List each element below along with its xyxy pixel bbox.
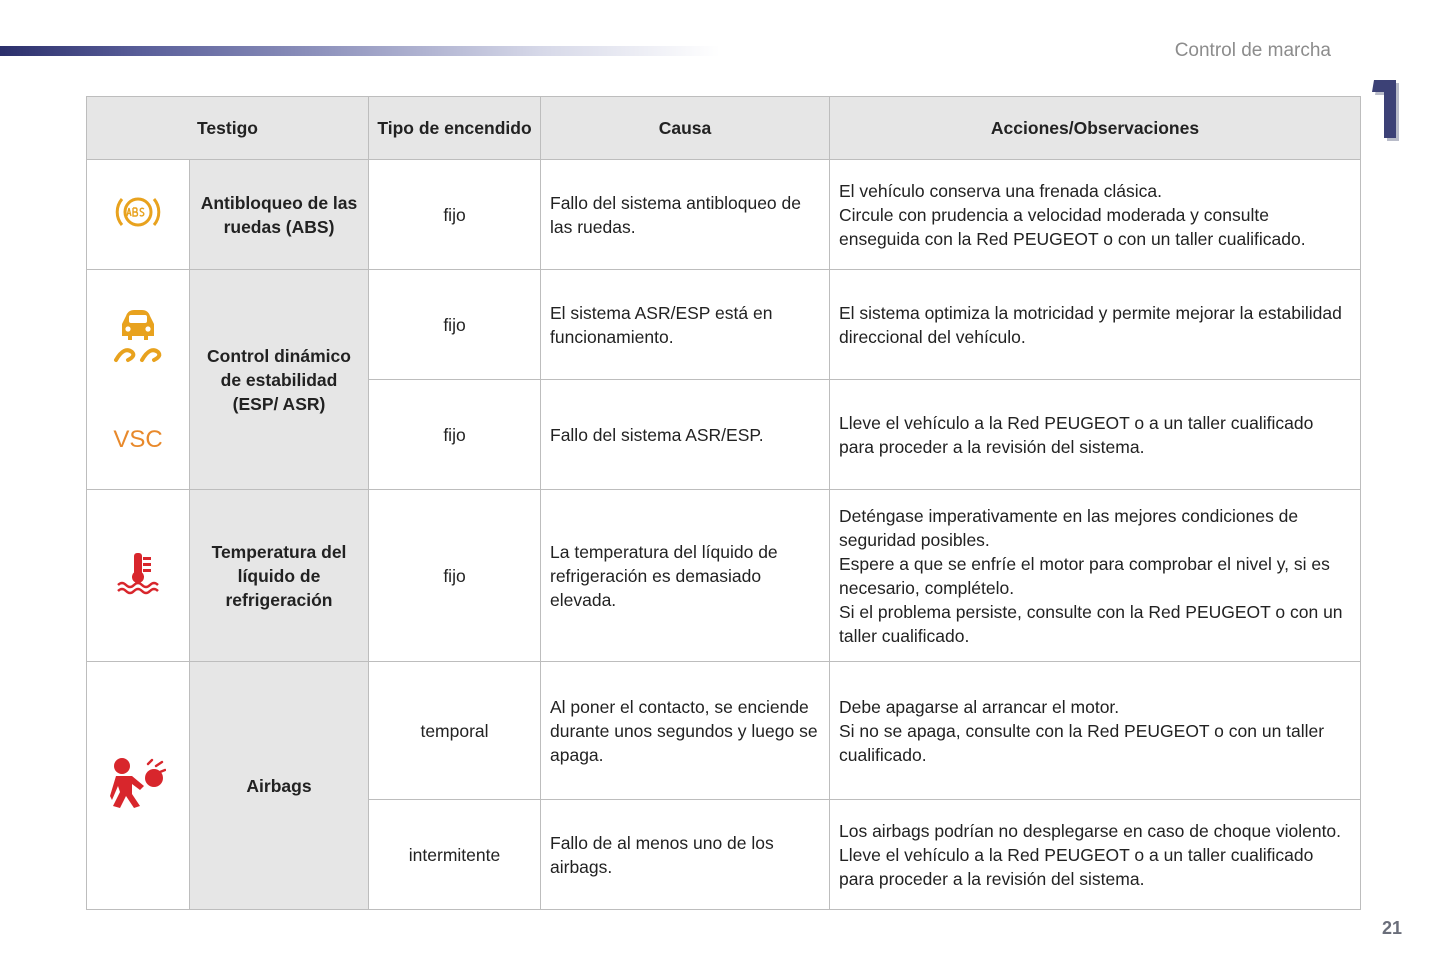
- esp-skid-icon: [112, 308, 164, 366]
- table-header-row: [87, 97, 1361, 160]
- table-row: [87, 490, 1361, 662]
- action-text: El sistema optimiza la motricidad y permite mejorar la estabilidad direccional del vehículo.: [830, 270, 1361, 380]
- warning-name: Airbags: [190, 662, 369, 910]
- action-text: [830, 160, 1361, 270]
- action-line: Espere a que se enfríe el motor para comprobar el nivel y, si es necesario, complételo.: [839, 553, 1330, 598]
- warning-name: Antibloqueo de las ruedas (ABS): [190, 160, 369, 270]
- action-line: Si no se apaga, consulte con la Red PEUGEOT o con un taller cualificado.: [839, 720, 1325, 765]
- action-text: [830, 490, 1361, 662]
- chapter-number-tab: [1368, 76, 1402, 142]
- warning-name: Temperatura del líquido de refrigeración: [190, 490, 369, 662]
- lighting-type: temporal: [369, 662, 541, 800]
- airbag-icon: [110, 756, 166, 810]
- coolant-temperature-icon: [114, 551, 162, 595]
- column-header: Acciones/Observaciones: [830, 97, 1361, 160]
- lighting-type: fijo: [369, 490, 541, 662]
- action-line: El vehículo conserva una frenada clásica.: [839, 180, 1162, 201]
- icon-cell: [87, 490, 190, 662]
- column-header: Tipo de encendido: [369, 97, 541, 160]
- cause-text: Al poner el contacto, se enciende durante unos segundos y luego se apaga.: [541, 662, 830, 800]
- cause-text: Fallo del sistema antibloqueo de las ruedas.: [541, 160, 830, 270]
- abs-warning-icon: [113, 192, 163, 232]
- icon-cell: [87, 270, 190, 490]
- cause-text: El sistema ASR/ESP está en funcionamiento.: [541, 270, 830, 380]
- action-line: Debe apagarse al arrancar el motor.: [839, 696, 1120, 717]
- warning-lights-table: [86, 96, 1361, 910]
- lighting-type: intermitente: [369, 800, 541, 910]
- action-text: Lleve el vehículo a la Red PEUGEOT o a un taller cualificado para proceder a la revisión del sistema.: [830, 380, 1361, 490]
- warning-name: Control dinámico de estabilidad (ESP/ ASR): [190, 270, 369, 490]
- page-number: 21: [1382, 918, 1403, 938]
- vsc-label: VSC: [113, 425, 163, 453]
- lighting-type: fijo: [369, 270, 541, 380]
- lighting-type: fijo: [369, 160, 541, 270]
- lighting-type: fijo: [369, 380, 541, 490]
- icon-cell: [87, 662, 190, 910]
- column-header: Causa: [541, 97, 830, 160]
- icon-cell: [87, 160, 190, 270]
- cause-text: Fallo de al menos uno de los airbags.: [541, 800, 830, 910]
- action-text: Los airbags podrían no desplegarse en caso de choque violento. Lleve el vehículo a la Red PEUGEOT o a un taller cualificado para proceder a la revisión del sistema.: [830, 800, 1361, 910]
- action-text: [830, 662, 1361, 800]
- cause-text: Fallo del sistema ASR/ESP.: [541, 380, 830, 490]
- action-line: Circule con prudencia a velocidad moderada y consulte enseguida con la Red PEUGEOT o con un taller cualificado.: [839, 204, 1306, 249]
- action-line: Deténgase imperativamente en las mejores condiciones de seguridad posibles.: [839, 505, 1299, 550]
- table-row: [87, 270, 1361, 380]
- cause-text: La temperatura del líquido de refrigeración es demasiado elevada.: [541, 490, 830, 662]
- column-header: Testigo: [87, 97, 369, 160]
- action-line: Si el problema persiste, consulte con la Red PEUGEOT o con un taller cualificado.: [839, 601, 1343, 646]
- table-row: [87, 662, 1361, 800]
- table-row: [87, 160, 1361, 270]
- section-title: Control de marcha: [1174, 40, 1331, 61]
- header-gradient-bar: [0, 46, 720, 56]
